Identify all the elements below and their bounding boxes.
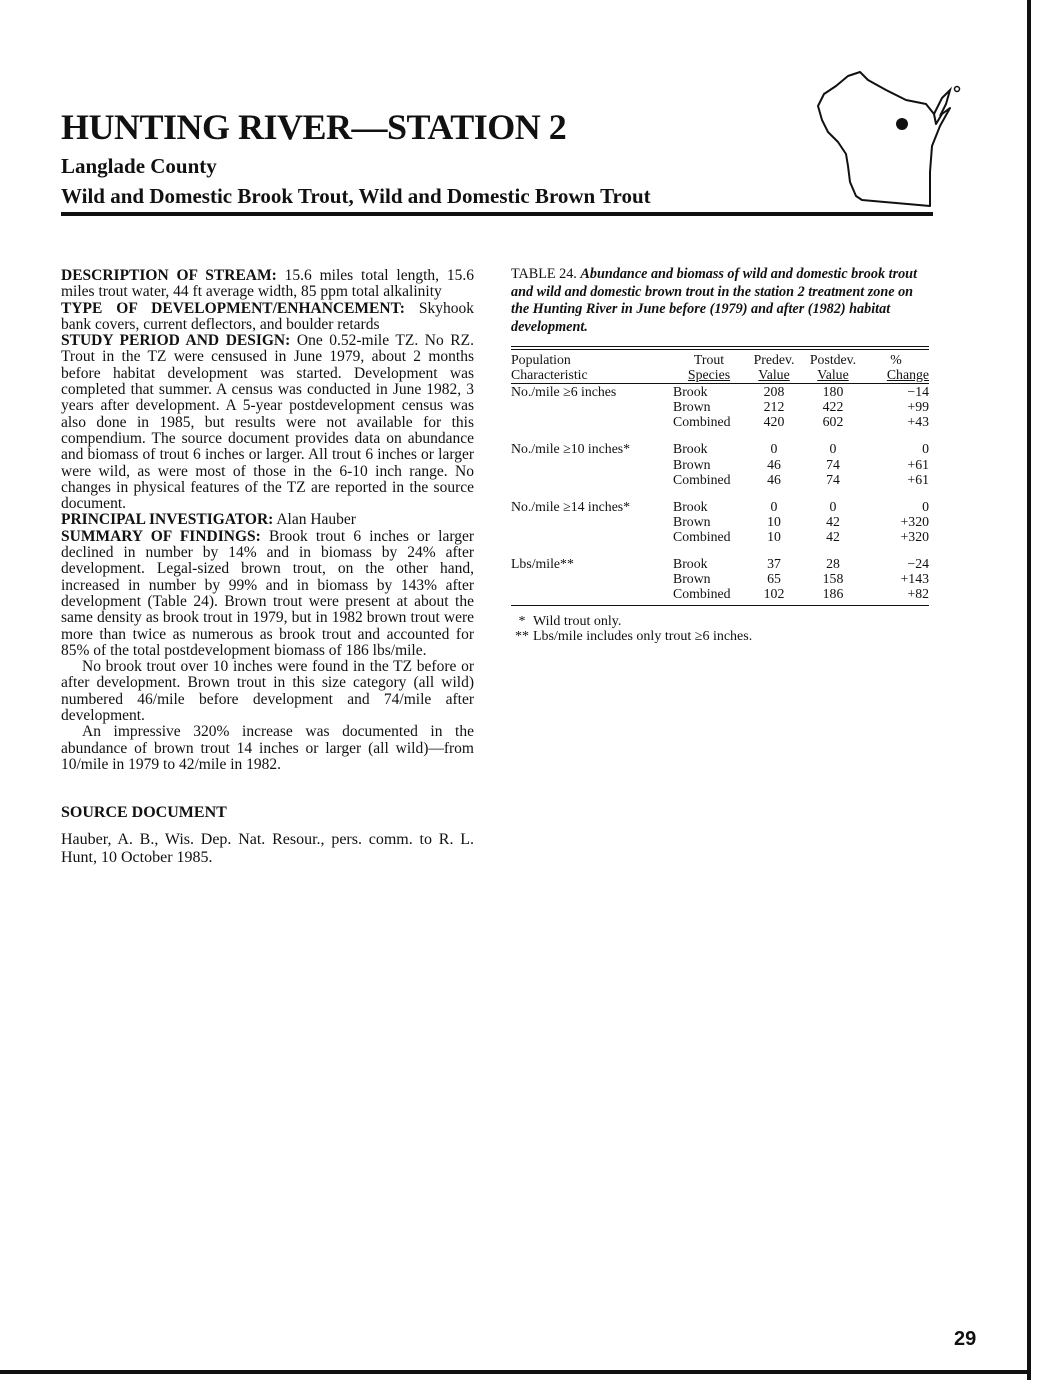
row-characteristic: No./mile ≥10 inches* — [511, 441, 631, 457]
table-row — [511, 384, 929, 399]
col-header-change-line1: % — [890, 352, 902, 367]
footnote-text: Lbs/mile includes only trout ≥6 inches. — [533, 629, 753, 645]
table-bottom-rule — [511, 605, 929, 606]
table-wrapper — [511, 346, 929, 606]
cell-change: +320 — [900, 528, 929, 544]
table-header-row-1 — [511, 350, 929, 367]
table-body — [511, 384, 929, 601]
table-row — [511, 414, 929, 429]
page-border-bottom — [0, 1370, 1031, 1374]
table-footnotes — [511, 614, 929, 644]
cell-postdev: 422 — [822, 399, 844, 415]
cell-predev: 102 — [763, 586, 785, 602]
cell-predev: 46 — [767, 471, 781, 487]
cell-change: +143 — [900, 571, 929, 587]
cell-postdev: 42 — [826, 513, 840, 529]
cell-species: Combined — [673, 528, 731, 544]
study-label: STUDY PERIOD AND DESIGN: — [61, 332, 291, 350]
table-row — [511, 457, 929, 472]
cell-predev: 65 — [767, 571, 781, 587]
cell-species: Brown — [673, 456, 711, 472]
development-section — [61, 301, 474, 334]
row-characteristic: Lbs/mile** — [511, 556, 574, 572]
table-caption-text: Abundance and biomass of wild and domestic brook trout and wild and domestic brown trout in the station 2 treatment zone on the Hunting River in June before (1979) and after (1982) habitat development. — [511, 266, 918, 335]
col-header-change-line2: Change — [886, 367, 929, 383]
cell-postdev: 74 — [826, 456, 840, 472]
cell-predev: 37 — [767, 556, 781, 572]
group-spacer — [511, 544, 929, 556]
cell-species: Brook — [673, 441, 708, 457]
page-title: HUNTING RIVER—STATION 2 — [61, 107, 567, 147]
table-row — [511, 571, 929, 586]
table-row — [511, 399, 929, 414]
investigator-section — [61, 512, 474, 528]
cell-species: Brook — [673, 556, 708, 572]
cell-change: +320 — [900, 513, 929, 529]
table-row — [511, 514, 929, 529]
cell-predev: 10 — [767, 528, 781, 544]
summary-label: SUMMARY OF FINDINGS: — [61, 527, 261, 545]
row-characteristic: No./mile ≥6 inches — [511, 384, 617, 400]
cell-change: 0 — [922, 441, 929, 457]
cell-predev: 208 — [763, 384, 785, 400]
table-row — [511, 586, 929, 601]
summary-paragraph-3: An impressive 320% increase was documented in the abundance of brown trout 14 inches or larger (all wild)—from 10/mile in 1979 to 42/mile in 1982. — [61, 723, 474, 773]
header-divider — [61, 212, 933, 216]
footnote-mark: * — [518, 614, 526, 630]
island-mark — [955, 87, 960, 92]
footnote-mark: ** — [515, 629, 529, 645]
footnote — [511, 614, 929, 629]
cell-change: −14 — [907, 384, 929, 400]
cell-postdev: 602 — [822, 414, 844, 430]
cell-postdev: 0 — [829, 498, 837, 514]
cell-postdev: 28 — [826, 556, 840, 572]
cell-predev: 46 — [767, 456, 781, 472]
cell-species: Brown — [673, 399, 711, 415]
cell-change: +82 — [907, 586, 929, 602]
cell-species: Combined — [673, 586, 731, 602]
cell-change: +61 — [907, 471, 929, 487]
cell-postdev: 158 — [822, 571, 844, 587]
wisconsin-map-icon — [808, 60, 968, 220]
footnote — [511, 629, 929, 644]
table-row — [511, 472, 929, 487]
investigator-label: PRINCIPAL INVESTIGATOR: — [61, 511, 274, 529]
col-header-predev-line2: Value — [758, 367, 790, 383]
main-text-column — [61, 268, 474, 867]
col-header-postdev-line2: Value — [817, 367, 849, 383]
cell-postdev: 180 — [822, 384, 844, 400]
cell-change: +99 — [907, 399, 929, 415]
description-label: DESCRIPTION OF STREAM: — [61, 267, 277, 284]
study-text: One 0.52-mile TZ. No RZ. Trout in the TZ were censused in June 1979, about 2 months before habitat development was started. Development was completed that summer. A census was conducted in June 1982, 3 years after development. A 5-year postdevelopment census was also done in 1985, but results were not available for this compendium. The source document provides data on abundance and biomass of trout 6 inches or larger. All trout 6 inches or larger were wild, as were most of those in the 6-10 inch range. No changes in physical features of the TZ are reported in the source document. — [61, 332, 474, 513]
investigator-text: Alan Hauber — [276, 511, 356, 529]
source-text: Hauber, A. B., Wis. Dep. Nat. Resour., pers. comm. to R. L. Hunt, 10 October 1985. — [61, 830, 474, 866]
table-row — [511, 441, 929, 456]
station-location-dot — [896, 118, 908, 130]
col-header-species-line2: Species — [687, 367, 731, 383]
table-row — [511, 529, 929, 544]
study-section — [61, 333, 474, 512]
cell-species: Combined — [673, 471, 731, 487]
description-section — [61, 268, 474, 301]
table-column — [511, 266, 929, 644]
cell-predev: 212 — [763, 399, 785, 415]
cell-change: +61 — [907, 456, 929, 472]
cell-predev: 420 — [763, 414, 785, 430]
cell-species: Brook — [673, 384, 708, 400]
col-header-postdev-line1: Postdev. — [809, 352, 857, 367]
table-header-row-2 — [511, 367, 929, 384]
cell-change: −24 — [907, 556, 929, 572]
cell-change: +43 — [907, 414, 929, 430]
table-row — [511, 499, 929, 514]
cell-postdev: 42 — [826, 528, 840, 544]
group-spacer — [511, 487, 929, 499]
row-characteristic: No./mile ≥14 inches* — [511, 498, 631, 514]
table-caption-label: TABLE 24. — [511, 266, 577, 282]
cell-postdev: 186 — [822, 586, 844, 602]
cell-species: Brown — [673, 571, 711, 587]
footnote-text: Wild trout only. — [533, 614, 622, 630]
cell-postdev: 74 — [826, 471, 840, 487]
page-number: 29 — [954, 1328, 977, 1350]
development-text: Skyhook bank covers, current deflectors, and boulder retards — [61, 299, 475, 333]
col-header-characteristic-line1: Population — [511, 352, 571, 367]
development-label: TYPE OF DEVELOPMENT/ENHANCEMENT: — [61, 299, 405, 317]
col-header-predev-line1: Predev. — [753, 352, 795, 367]
cell-species: Brown — [673, 513, 711, 529]
cell-change: 0 — [922, 498, 929, 514]
col-header-species-line1: Trout — [693, 352, 725, 367]
cell-predev: 10 — [767, 513, 781, 529]
cell-postdev: 0 — [829, 441, 837, 457]
description-text: 15.6 miles total length, 15.6 miles trout water, 44 ft average width, 85 ppm total alkalinity — [61, 267, 474, 301]
cell-species: Brook — [673, 498, 708, 514]
summary-text-1: Brook trout 6 inches or larger declined in number by 14% and in biomass by 24% after development. Legal-sized brown trout, on the other hand, increased in number by 99% and in biomass by 143% after development (Table 24). Brown trout were present at about the same density as brook trout in 1979, but in 1982 brown trout were more than twice as numerous as brook trout and accounted for 85% of the total postdevelopment biomass of 186 lbs/mile. — [61, 527, 475, 659]
summary-paragraph-2: No brook trout over 10 inches were found in the TZ before or after development. Brown trout in this size category (all wild) numbered 46/mile before development and 74/mile after development. — [61, 658, 474, 725]
table-caption — [511, 266, 929, 336]
county-subtitle: Langlade County — [61, 154, 217, 178]
source-heading: SOURCE DOCUMENT — [61, 804, 227, 822]
cell-species: Combined — [673, 414, 731, 430]
page-border-right — [1027, 0, 1031, 1380]
wisconsin-outline — [818, 72, 950, 206]
table-row — [511, 556, 929, 571]
cell-predev: 0 — [770, 498, 778, 514]
group-spacer — [511, 429, 929, 441]
species-subtitle: Wild and Domestic Brook Trout, Wild and Domestic Brown Trout — [61, 184, 651, 208]
trout-data-table — [511, 350, 929, 601]
cell-predev: 0 — [770, 441, 778, 457]
summary-paragraph-1 — [61, 529, 474, 659]
col-header-characteristic-line2: Characteristic — [511, 367, 588, 383]
